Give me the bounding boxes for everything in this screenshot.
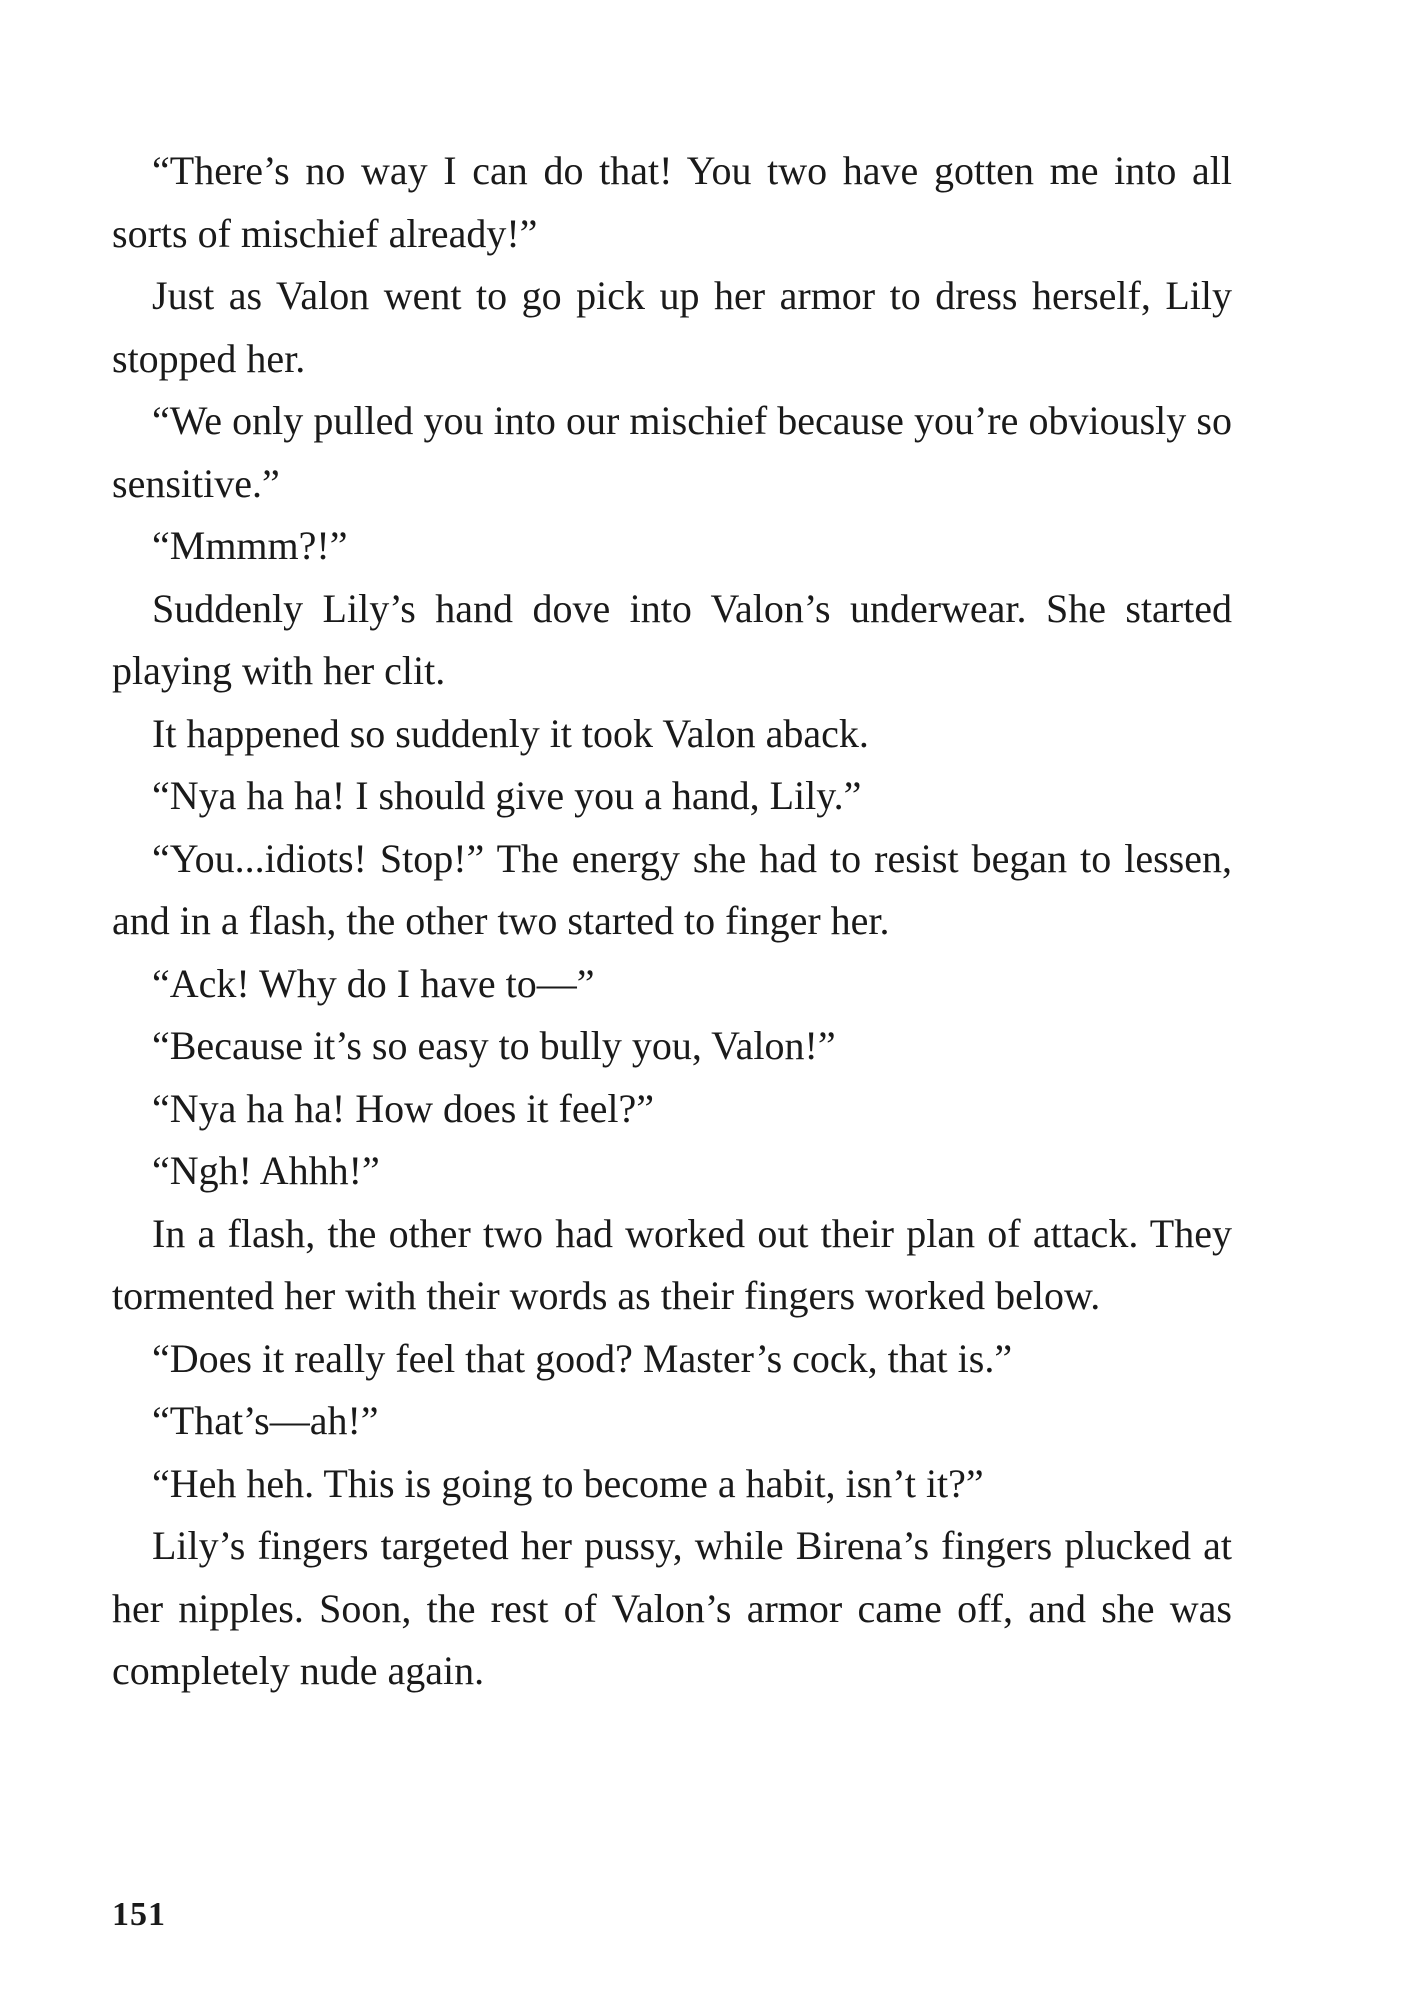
paragraph: Lily’s fingers targeted her pussy, while Birena’s fingers plucked at her nipples. Soon, the rest of Valon’s armor came off, and she was completely nude again. [112,1523,1232,1693]
paragraph: “There’s no way I can do that! You two have gotten me into all sorts of mischief already!” [112,148,1232,256]
paragraph: “Heh heh. This is going to become a habit, isn’t it?” [152,1460,984,1506]
paragraph: Suddenly Lily’s hand dove into Valon’s underwear. She started playing with her clit. [112,585,1232,693]
paragraph: In a flash, the other two had worked out their plan of attack. They tormented her with their words as their fingers worked below. [112,1210,1232,1318]
paragraph: “Ack! Why do I have to—” [152,960,595,1006]
paragraph: “Mmmm?!” [152,523,348,568]
paragraph: “Ngh! Ahhh!” [152,1148,380,1193]
paragraph: “That’s—ah!” [152,1398,379,1443]
paragraph: Just as Valon went to go pick up her armor to dress herself, Lily stopped her. [112,273,1232,381]
paragraph: “Nya ha ha! How does it feel?” [152,1085,654,1131]
paragraph: “You...idiots! Stop!” The energy she had to resist began to lessen, and in a flash, the other two started to finger her. [112,835,1232,943]
paragraph: “Because it’s so easy to bully you, Valon!” [152,1023,836,1068]
page-number: 151 [112,1896,166,1933]
paragraph: It happened so suddenly it took Valon aback. [152,710,869,756]
paragraph: “We only pulled you into our mischief because you’re obviously so sensitive.” [112,398,1232,506]
paragraph: “Nya ha ha! I should give you a hand, Lily.” [152,773,862,818]
body-text [112,140,1232,1703]
paragraph: “Does it really feel that good? Master’s cock, that is.” [152,1335,1013,1381]
